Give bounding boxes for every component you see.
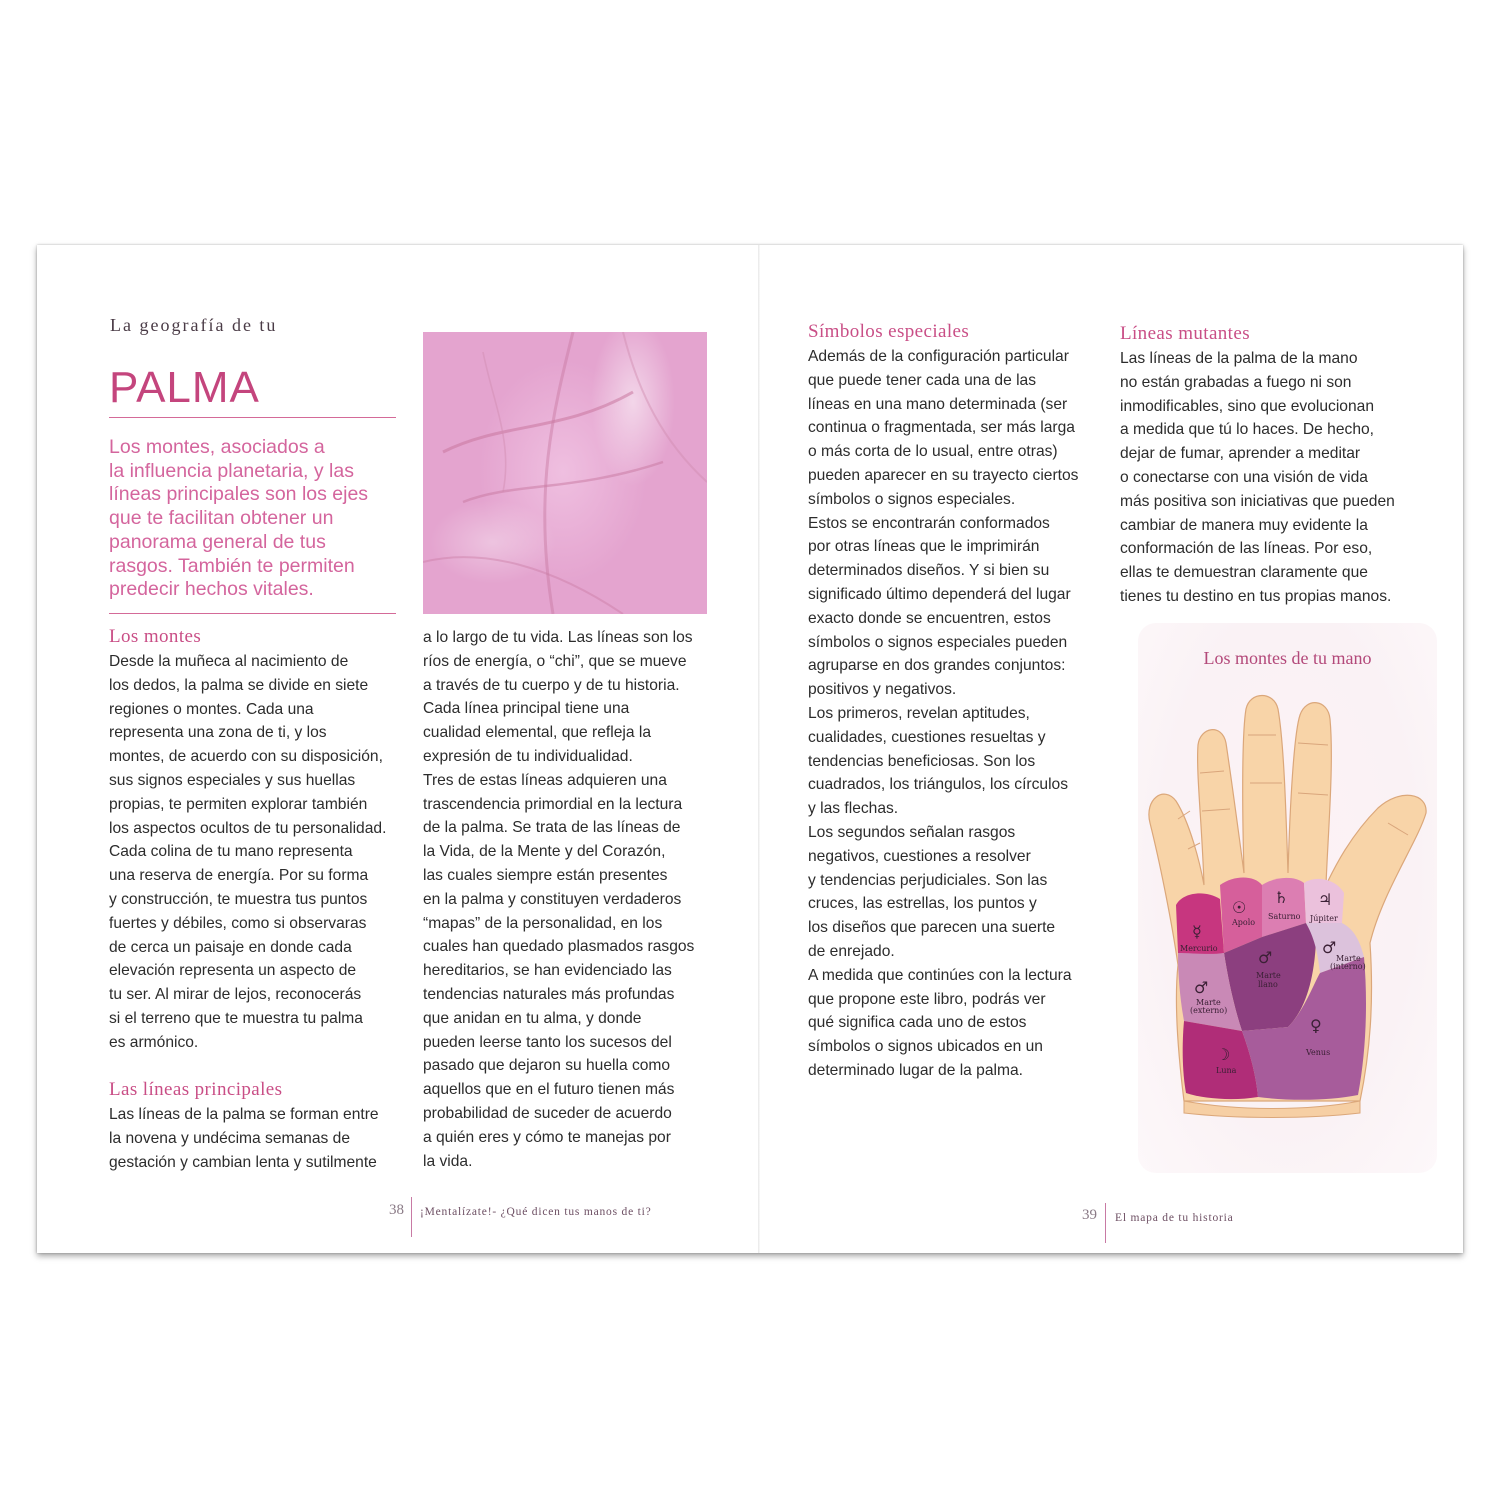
- apolo-label: Apolo: [1232, 918, 1256, 927]
- marte-interno-symbol-icon: ♂: [1322, 938, 1337, 957]
- book-spread: [37, 245, 1463, 1253]
- saturno-label: Saturno: [1268, 912, 1301, 921]
- marte-externo-label-2: (externo): [1190, 1006, 1228, 1015]
- palm-photo: [423, 332, 707, 614]
- palm-lines-image: [423, 332, 707, 614]
- jupiter-symbol-icon: ♃: [1318, 890, 1333, 909]
- jupiter-label: Júpiter: [1310, 914, 1338, 923]
- apolo-symbol-icon: ☉: [1232, 898, 1247, 917]
- marte-interno-label-2: (interno): [1330, 962, 1366, 971]
- section-body-simbolos: Además de la configuración particular que puede tener cada una de las líneas en una mano determinada (ser continua o fragmentada, ser más larga o más corta de lo usual, entre otras) pueden aparecer en su trayecto ciertos símbolos o signos especiales. Estos se encontrarán conformados por otras líneas que le imprimirán determinados diseños. Y si bien su significado último dependerá del lugar exacto donde se encuentren, estos símbolos o signos especiales pueden agruparse en dos grandes conjuntos: positivos y negativos. Los primeros, revelan aptitudes, cualidades, cuestiones resueltas y tendencias beneficiosas. Son los cuadrados, los triángulos, los círculos y las flechas. Los segundos señalan rasgos negativos, cuestiones a resolver y tendencias perjudiciales. Son las cruces, las estrellas, los puntos y los diseños que parecen una suerte de enrejado. A medida que continúes con la lectura que propone este libro, podrás ver qué significa cada uno de estos símbolos o signos ubicados en un determinado lugar de la palma.: [808, 348, 1079, 1079]
- lead-rule: [109, 613, 396, 614]
- lead-paragraph: Los montes, asociados a la influencia planetaria, y las líneas principales son los ejes que te facilitan obtener un panorama general de tus rasgos. También te permiten predecir hechos vitales.: [109, 436, 369, 601]
- page-number: 39: [1082, 1207, 1097, 1223]
- mercurio-label: Mercurio: [1180, 944, 1218, 953]
- title-rule: [109, 417, 396, 418]
- marte-llano-label-1: Marte: [1256, 971, 1281, 980]
- venus-symbol-icon: ♀: [1310, 1016, 1322, 1035]
- marte-interno-label-1: Marte: [1336, 954, 1361, 963]
- folio-divider: [1105, 1203, 1106, 1243]
- right-page: [760, 245, 1463, 1253]
- venus-label: Venus: [1306, 1048, 1331, 1057]
- running-title: ¡Mentalízate!- ¿Qué dicen tus manos de ti?: [420, 1206, 652, 1218]
- saturno-symbol-icon: ♄: [1274, 888, 1289, 907]
- page-number: 38: [389, 1202, 404, 1218]
- section-body-mutantes: Las líneas de la palma de la mano no están grabadas a fuego ni son inmodificables, sino que evolucionan a medida que tú lo haces. De hecho, dejar de fumar, aprender a meditar o conectarse con una visión de vida más positiva son iniciativas que pueden cambiar de manera muy evidente la conformación de las líneas. Por eso, ellas te demuestran claramente que tienes tu destino en tus propias manos.: [1120, 350, 1395, 605]
- section-body-montes: Desde la muñeca al nacimiento de los dedos, la palma se divide en siete regiones o montes. Cada una representa una zona de ti, y los montes, de acuerdo con su disposición, sus signos especiales y sus huellas propias, te permiten explorar también los aspectos ocultos de tu personalidad. Cada colina de tu mano representa una reserva de energía. Por su forma y construcción, te muestra tus puntos fuertes y débiles, como si observaras de cerca un paisaje en donde cada elevación representa un aspecto de tu ser. Al mirar de lejos, reconocerás si el terreno que te muestra tu palma es armónico.: [109, 653, 387, 1051]
- section-body-lineas: Las líneas de la palma se forman entre la novena y undécima semanas de gestación y cambian lenta y sutilmente: [109, 1106, 379, 1171]
- section-heading-lineas: Las líneas principales: [109, 1079, 283, 1100]
- hand-diagram-panel: [1138, 623, 1437, 1173]
- section-heading-simbolos: Símbolos especiales: [808, 321, 970, 342]
- luna-label: Luna: [1216, 1066, 1237, 1075]
- column-two-body: a lo largo de tu vida. Las líneas son los ríos de energía, o “chi”, que se mueve a través de tu cuerpo y de tu historia. Cada línea principal tiene una cualidad elemental, que refleja la expresión de tu individualidad. Tres de estas líneas adquieren una trascendencia primordial en la lectura de la palma. Se trata de las líneas de la Vida, de la Mente y del Corazón, las cuales siempre están presentes en la palma y constituyen verdaderos “mapas” de la personalidad, en los cuales han quedado plasmados rasgos hereditarios, se han evidenciado las tendencias naturales más profundas que anidan en tu alma, y donde pueden leerse tanto los sucesos del pasado que dejaron su huella como aquellos que en el futuro tienen más probabilidad de suceder de acuerdo a quién eres y cómo te manejas por la vida.: [423, 629, 695, 1170]
- marte-externo-label-1: Marte: [1196, 998, 1221, 1007]
- marte-llano-label-2: llano: [1258, 980, 1278, 989]
- luna-symbol-icon: ☽: [1216, 1045, 1231, 1064]
- section-heading-montes: Los montes: [109, 626, 202, 647]
- marte-externo-symbol-icon: ♂: [1194, 978, 1209, 997]
- hand-diagram: [1138, 623, 1437, 1173]
- hand-diagram-caption: Los montes de tu mano: [1203, 648, 1372, 668]
- section-heading-mutantes: Líneas mutantes: [1120, 323, 1250, 344]
- mercurio-symbol-icon: ☿: [1192, 922, 1202, 941]
- chapter-kicker: La geografía de tu: [110, 315, 278, 335]
- marte-llano-symbol-icon: ♂: [1258, 948, 1273, 967]
- running-title: El mapa de tu historia: [1115, 1212, 1234, 1224]
- chapter-title: PALMA: [109, 363, 260, 412]
- folio-divider: [411, 1197, 412, 1237]
- left-page: [37, 245, 758, 1253]
